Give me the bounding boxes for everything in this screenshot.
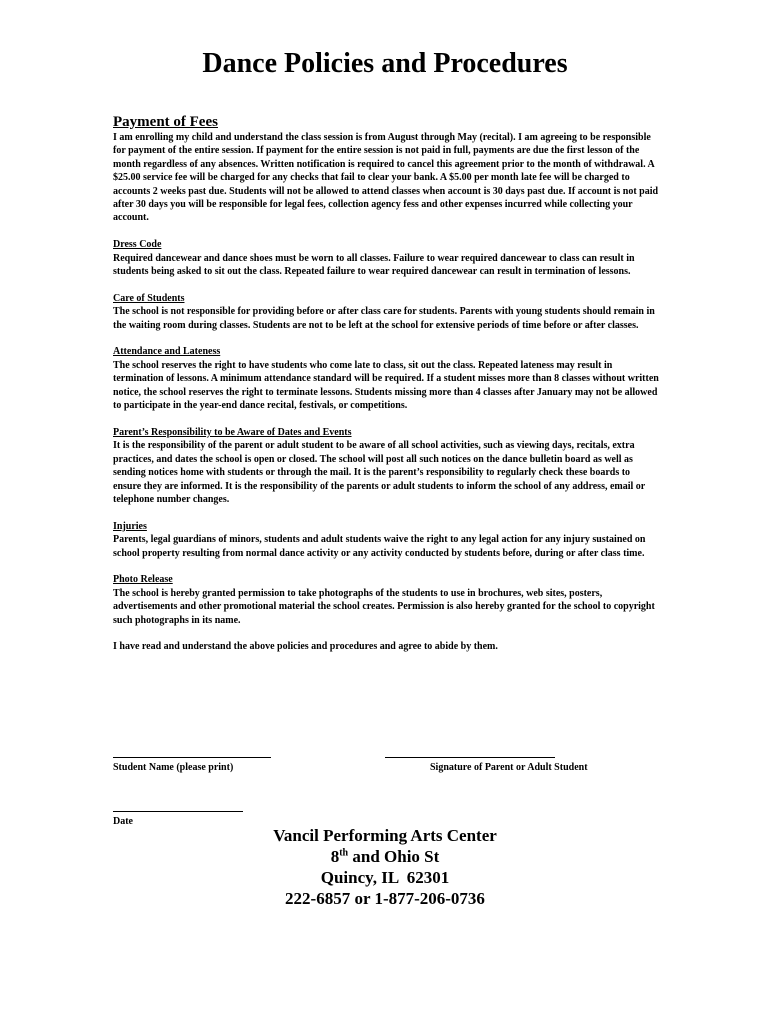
section-text-care-of-students: The school is not responsible for providing before or after class care for students. Parents with young students should remain in the waiting room during classes. Students are not to be left at the school for extensive periods of time before or after classes. [113, 306, 655, 331]
student-name-line[interactable] [113, 757, 271, 758]
agreement-statement: I have read and understand the above policies and procedures and agree to abide by them. [113, 641, 498, 653]
section-heading-care-of-students: Care of Students [113, 292, 185, 304]
section-text-photo-release: The school is hereby granted permission to take photographs of the students to use in brochures, web sites, posters, advertisements and other promotional material the school creates. Permission is also hereby granted for the school to copyright such photographs in its name. [113, 587, 655, 626]
policies-body [113, 113, 660, 654]
parent-signature-line[interactable] [385, 757, 555, 758]
organization-city: Quincy, IL 62301 [320, 868, 450, 887]
street-number: 8 [330, 847, 340, 866]
section-heading-injuries: Injuries [113, 520, 147, 532]
section-heading-photo-release: Photo Release [113, 574, 173, 586]
student-name-label: Student Name (please print) [113, 762, 234, 773]
street-ordinal-suffix: th [339, 847, 349, 859]
section-text-attendance: The school reserves the right to have students who come late to class, sit out the class. Repeated lateness may result in termination of lessons. A minimum attendance standard will be required. If a student misses more than 8 classes without written notice, the school reserves the right to terminate lessons. Students missing more than 4 classes after January may not be allowed to participate in the year-end dance recital, festivals, or competitions. [113, 359, 659, 412]
organization-phone: 222-6857 or 1-877-206-0736 [285, 889, 485, 908]
section-text-injuries: Parents, legal guardians of minors, students and adult students waive the right to any legal action for any injury sustained on school property resulting from normal dance activity or any activity conducted by students before, during or after class time. [113, 534, 646, 559]
organization-footer [0, 825, 770, 909]
parent-signature-label: Signature of Parent or Adult Student [430, 762, 588, 773]
organization-street [0, 846, 770, 867]
organization-name: Vancil Performing Arts Center [273, 826, 497, 845]
section-text-parent-responsibility: It is the responsibility of the parent or adult student to be aware of all school activities, such as viewing days, recitals, extra practices, and dates the school is open or closed. The school will post all such notices on the dance bulletin board as well as sending notices home with students or through the mail. It is the parent’s responsibility to regularly check these boards to ensure they are informed. It is the responsibility of the parents or adult students to inform the school of any address, email or telephone number changes. [113, 440, 646, 505]
section-text-dress-code: Required dancewear and dance shoes must be worn to all classes. Failure to wear required dancewear to class can result in students being asked to sit out the class. Repeated failure to wear required dancewear can result in termination of lessons. [113, 252, 635, 278]
section-text-payment-of-fees: I am enrolling my child and understand the class session is from August through May (recital). I am agreeing to be responsible for payment of the entire session. If payment for the entire session is not paid in full, payments are due the first lesson of the month regardless of any absences. Written notification is required to cancel this agreement prior to the month of withdrawal. A $25.00 service fee will be charged for any checks that fail to clear your bank. A $5.00 per month late fee will be charged to accounts 2 weeks past due. Students will not be allowed to attend classes when account is 30 days past due. If account is not paid after 30 days you will be responsible for legal fees, collection agency fess and other expenses incurred while collecting your account. [113, 132, 659, 224]
section-heading-dress-code: Dress Code [113, 239, 162, 251]
date-label: Date [113, 816, 133, 827]
document-title: Dance Policies and Procedures [202, 48, 568, 79]
section-heading-payment-of-fees: Payment of Fees [113, 114, 218, 130]
street-name: and Ohio St [348, 847, 440, 866]
section-heading-attendance: Attendance and Lateness [113, 346, 221, 358]
date-line[interactable] [113, 811, 243, 812]
section-heading-parent-responsibility: Parent’s Responsibility to be Aware of Dates and Events [113, 426, 352, 438]
